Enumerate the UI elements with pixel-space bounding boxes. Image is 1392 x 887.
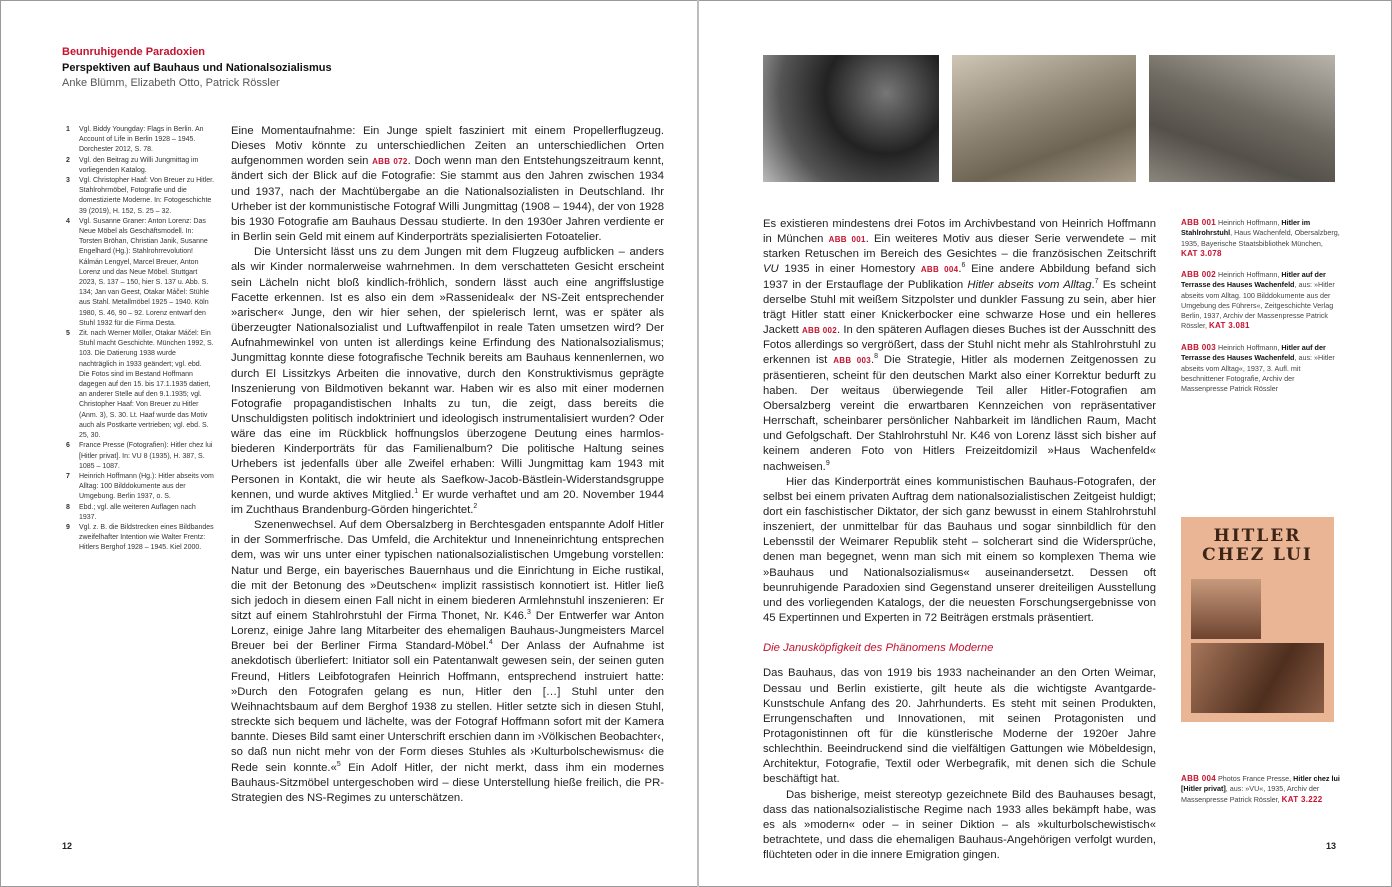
footnote-text: Vgl. Susanne Graner: Anton Lorenz: Das Neue Möbel als Geschäftsmodell. In: Torsten Bröhan, Christian Janik, Susanne Engelhard (Hg.): Stahlrohrrevolution! Kálmán Lengyel, Marcel Breuer, Anton Lorenz und das Neue Möbel. Stuttgart 2023, S. 137 – 150, hier S. 137 u. Abb. S. 134; Jan van Geest, Otakar Máčel: Stühle aus Stahl. Metallmöbel 1925 – 1940. Köln 1980, S. 46, 90 – 92. Lorenz entwarf den Stuhl 1932 für die Firma Desta. (79, 217, 209, 327)
text-run: Die Untersicht lässt uns zu dem Jungen mit dem Flugzeug aufblicken – anders als wir Kinder normalerweise wahrnehmen. In dem verschatteten Gesicht erscheint sein Lächeln nicht bloß kindlich-fröhlich, sondern lässt auch eine angriffslustige Facette erkennen. Ist es also ein dem »Rassenideal« der NS-Zeit entsprechender »arischer« Junge, den wir hier sehen, der spielerisch lernt, was er später als überzeugter Nationalsozialist und Luftwaffenpilot in reale Taten umsetzen wird? Der Aufnahmewinkel von unten ist allerdings keine Erfindung des Nationalsozialismus; Jungmittag konnte diese fotografische Technik bereits am Bauhaus kennenlernen, wo durch El Lissitzkys Arbeiten die innovative, durch den Konstruktivismus geprägte Inszenierung von Bildmotiven bekannt war. Haben wir es also mit einer modernen Fotografie propagandistischen Inhalts zu tun, die zeigt, dass bereits die Unschuldigsten politisch indoktriniert und ideologisch instrumentalisiert wurden? Oder wäre das eine im Rückblick hoffnungslos überzogene Deutung eines harmlos-biederen Kinderporträts für das Familienalbum? Die politische Haltung seines Urhebers ist jedenfalls über alle Zweifel erhaben: Willi Jungmittag kam 1943 mit Personen in Kontakt, die wir heute als Saefkow-Jacob-Bästlein-Widerstandsgruppe kennen, und wurde aktives Mitglied. (231, 246, 664, 501)
text-run: Das bisherige, meist stereotyp gezeichnete Bild des Bauhauses besagt, dass das nationalsozialistische Regime nach 1933 alles bekämpft habe, was es als »modern« oder – in seiner Diktion – als »kulturbolschewistisch« betrachtete, und dass die ehemaligen Bauhaus-Angehörigen verfolgt wurden, flüchteten oder in die innere Emigration gingen. (763, 788, 1156, 862)
text-run: , aus: »Hitler abseits vom Alltag«, 1937, 3. Aufl. mit beschnittener Fotografie, Archiv der Massenpresse Patrick Rössler (1181, 353, 1335, 394)
text-run: Photos France Presse, (1216, 774, 1294, 783)
footnote-text: Vgl. Christopher Haaf: Von Breuer zu Hitler. Stahlrohrmöbel, Fotografie und die domestizierte Moderne. In: Fotogeschichte 39 (2019), H. 152, S. 25 – 32. (79, 177, 215, 215)
magazine-title-line: CHEZ LUI (1202, 545, 1313, 565)
text-run: Es existieren mindestens drei Fotos im Archivbestand von Heinrich Hoffmann in München (763, 218, 1156, 246)
footnote (66, 176, 214, 217)
footnote (66, 217, 214, 329)
figure-reference: ABB 003 (833, 356, 871, 366)
footnote (66, 156, 214, 176)
paragraph (231, 518, 664, 806)
footnote-marker: 5 (336, 760, 341, 768)
text-run: . In den späteren Auflagen dieses Buches ist der Ausschnitt des Fotos allerdings so vergrößert, dass der Stuhl nicht mehr als Stahlrohrstuhl zu erkennen ist (763, 324, 1156, 367)
paragraph (763, 217, 1156, 475)
magazine-mountain-photo (1191, 579, 1261, 639)
right-body-text (763, 217, 1156, 863)
text-run: Eine andere Abbildung befand sich 1937 in der Erstauflage der Publikation (763, 263, 1156, 291)
magazine-title-line: HITLER (1213, 526, 1302, 546)
spread-gutter (697, 0, 699, 887)
chapter-authors: Anke Blümm, Elizabeth Otto, Patrick Rössler (62, 77, 280, 89)
footnote-text: Vgl. Biddy Youngday: Flags in Berlin. An Account of Life in Berlin 1928 – 1945. Dorchester 2012, S. 78. (79, 126, 204, 154)
text-run: . (1091, 278, 1095, 291)
text-run: . Ein weiteres Motiv aus dieser Serie verwendete – mit starken Retuschen im Bereich des Gesichtes – die französischen Zeitschrift (763, 233, 1156, 261)
photo-abb-003 (1149, 55, 1335, 182)
figure-reference: KAT 3.222 (1281, 794, 1323, 804)
text-run: Heinrich Hoffmann, (1216, 218, 1282, 227)
caption-abb-001 (1181, 218, 1341, 259)
footnote-number: 8 (66, 503, 70, 511)
text-run: Es scheint derselbe Stuhl mit weißem Sitzpolster und dunkler Fassung zu sein, aber hier trägt Hitler statt einer Knickerbocker eine schwarze Hose und ein helleres Jackett (763, 278, 1156, 337)
footnote-text: Vgl. z. B. die Bildstrecken eines Bildbandes zweifelhafter Intention wie Walter Frentz: Hitlers Berghof 1928 – 1945. Kiel 2000. (79, 523, 214, 552)
footnote-marker: 7 (1094, 277, 1099, 285)
footnote (66, 503, 214, 523)
figure-reference: ABB 002 (1181, 270, 1217, 279)
italic-title: Hitler abseits vom Alltag (967, 278, 1092, 291)
footnote (66, 523, 214, 554)
footnote (66, 472, 214, 503)
magazine-main-photo (1191, 643, 1324, 713)
text-run: . Doch wenn man den Entstehungszeitraum kennt, ändert sich der Blick auf die Fotografie: Sie stammt aus den Jahren zwischen 1934 und 1937, nach der Machtübergabe an die Nationalsozialisten in Deutschland. Ihr Urheber ist der kommunistische Fotograf Willi Jungmittag (1908 – 1944), der von 1928 bis 1930 Fotografie am Bauhaus Dessau studierte. In den 1930er Jahren verdiente er in Berlin sein Geld mit einem auf Kinderporträts spezialisierten Fotoatelier. (231, 155, 664, 244)
left-body-text (231, 124, 664, 806)
magazine-image-abb-004 (1181, 517, 1334, 722)
figure-reference: KAT 3.081 (1208, 321, 1250, 331)
text-run: , Haus Wachenfeld, Obersalzberg, 1935, Bayerische Staatsbibliothek München, (1181, 228, 1340, 248)
footnote-marker: 8 (874, 353, 879, 361)
chapter-kicker: Beunruhigende Paradoxien (62, 46, 206, 58)
figure-reference: ABB 004 (1181, 774, 1217, 783)
footnote-text: Heinrich Hoffmann (Hg.): Hitler abseits vom Alltag: 100 Bilddokumente aus der Umgebung. Berlin 1937, o. S. (79, 472, 214, 501)
figure-reference: ABB 001 (828, 235, 866, 245)
artwork-title: Hitler im Stahlrohrstuhl (1181, 218, 1311, 238)
text-run: Heinrich Hoffmann, (1216, 343, 1282, 352)
text-run: . (870, 354, 875, 367)
text-run: Szenenwechsel. Auf dem Obersalzberg in Berchtesgaden entspannte Adolf Hitler in der Sommerfrische. Das Umfeld, die Architektur und Inneneinrichtung entsprechen dem, was wir uns unter einer typischen nationalsozialistischen Umgebung vorstellen: Natur und Berge, ein bayerisches Bauernhaus und die Einrichtung in Eiche rustikal, die mit der Betonung des »Deutschen« implizit rassistisch konnotiert ist. Hitler ließ sich jedoch in diesem einen Fall nicht in einem biederen Armlehnstuhl inszenieren: Er sitzt auf einem Stahlrohrstuhl der Firma Thonet, Nr. K46. (231, 519, 664, 622)
footnote-text: Zit. nach Werner Möller, Otakar Máčel: Ein Stuhl macht Geschichte. München 1992, S. 103. Die Datierung 1938 wurde nachträglich in 1933 geändert; vgl. ebd. Die Fotos sind im Bestand Hoffmann dagegen auf den 15. bis 17.1.1935 datiert, an anderer Stelle auf den 9.1.1935; vgl. Christopher Haaf: Von Breuer zu Hitler (Anm. 3), S. 30. Lt. Haaf wurde das Motiv auch als Postkarte vertrieben; vgl. ebd. S. 25, 30. (79, 330, 214, 440)
page-number-left: 12 (62, 841, 73, 851)
footnote-number: 5 (66, 330, 70, 338)
footnote-marker: 6 (961, 262, 966, 270)
text-run: Die Strategie, Hitler als modernen Zeitgenossen zu präsentieren, scheint für den deutschen Markt also einer Korrektur bedurft zu haben. Der weitaus überwiegende Teil aller Hitler-Fotografien am Obersalzberg vereint die erwartbaren Kennzeichen von repräsentativer Herrschaft, scheinbarer persönlicher Nahbarkeit im ländlichen Raum, Macht und Gefolgschaft. Der Stahlrohrstuhl Nr. K46 von Lorenz lässt sich bisher auf keinem anderen Foto von Hitlers Freizeitdomizil »Haus Wachenfeld« nachweisen. (763, 354, 1156, 473)
footnote (66, 329, 214, 441)
artwork-title: Hitler auf der Terrasse des Hauses Wachenfeld (1181, 270, 1326, 290)
chapter-title: Perspektiven auf Bauhaus und Nationalsozialismus (62, 62, 332, 74)
text-run: , aus: »VU«, 1935, Archiv der Massenpresse Patrick Rössler, (1181, 784, 1320, 804)
figure-reference: ABB 003 (1181, 343, 1217, 352)
page-number-right: 13 (1326, 841, 1337, 851)
footnote-number: 2 (66, 156, 70, 164)
artwork-title: Hitler auf der Terrasse des Hauses Wachenfeld (1181, 343, 1326, 363)
text-run: Der Anlass der Aufnahme ist anekdotisch überliefert: Initiator soll ein Patentanwalt gewesen sein, der seinen guten Freund, Hitlers Leibfotografen Heinrich Hoffmann, entsprechend instruiert hatte: »Durch den Fotografen gelang es nun, Hitler den […] Stuhl unter den Weihnachtsbaum auf dem Berghof 1938 zu stellen. Hitler setzte sich in diesen Stuhl, streckte sich bequem und lächelte, was der Fotograf Hoffmann sofort mit der Kamera bannte. Dieses Bild samt einer Unterschrift erschien dann im ›Völkischen Beobachter‹, so daß nun nicht mehr von der Form dieses Stuhles als ›Kulturbolschewismus‹ die Rede sein konnte.« (231, 640, 664, 774)
footnote-text: Ebd.; vgl. alle weiteren Auflagen nach 1937. (79, 503, 196, 521)
footnote-number: 7 (66, 472, 70, 480)
italic-title: VU (763, 263, 779, 276)
footnote-number: 9 (66, 523, 70, 531)
paragraph (763, 475, 1156, 627)
photo-abb-001 (763, 55, 939, 182)
caption-abb-004 (1181, 774, 1341, 805)
footnote-number: 1 (66, 126, 70, 133)
footnote (66, 125, 214, 156)
footnote-number: 4 (66, 217, 70, 225)
text-run: 1935 in einer Homestory (778, 263, 921, 276)
footnote-marker: 2 (473, 503, 478, 511)
paragraph (231, 124, 664, 245)
text-run: Hier das Kinderporträt eines kommunistischen Bauhaus-Fotografen, der selbst bei einem privaten Auftrag dem nationalsozialistischen Zeitgeist huldigt; dort ein faschistischer Diktator, der sich ganz bewusst in einem Stahlrohrstuhl inszeniert, der unmittelbar für das Bauhaus und sogar sinnbildlich für den Lebensstil der Weimarer Republik steht – solcherart sind die Widersprüche, denen man begegnet, wenn man sich mit einem so komplexen Thema wie »Bauhaus und Nationalsozialismus« auseinandersetzt. Dessen oft beunruhigende Paradoxien sind Gegenstand unserer dreiteiligen Ausstellung und des vorliegenden Katalogs, der die neuesten Forschungsergebnisse von 45 Expertinnen und Experten in 72 Beiträgen erstmals präsentiert. (763, 475, 1156, 625)
text-run: Eine Momentaufnahme: Ein Junge spielt fasziniert mit einem Propellerflugzeug. Dieses Motiv könnte zu unterschiedlichen Zeiten an unterschiedlichen Orten aufgenommen worden sein (231, 125, 664, 168)
footnotes (66, 125, 214, 554)
caption-abb-002 (1181, 270, 1341, 332)
figure-reference: ABB 004 (920, 265, 959, 275)
caption-abb-003 (1181, 343, 1341, 394)
section-heading: Die Janusköpfigkeit des Phänomens Moderne (763, 642, 994, 655)
footnote-number: 6 (66, 442, 70, 450)
photo-abb-002 (952, 55, 1136, 182)
footnote-marker: 9 (825, 459, 830, 467)
text-run: Er wurde verhaftet und am 20. November 1944 im Zuchthaus Brandenburg-Görden hingerichtet. (231, 488, 664, 516)
footnote (66, 441, 214, 472)
footnote-number: 3 (66, 177, 70, 185)
footnote-marker: 4 (488, 639, 493, 647)
footnote-marker: 1 (414, 487, 419, 495)
figure-reference: ABB 072 (372, 157, 408, 167)
paragraph (231, 245, 664, 518)
paragraph (763, 666, 1156, 787)
text-run: Ein Adolf Hitler, der nicht merkt, dass ihm ein modernes Bauhaus-Sitzmöbel untergeschoben wird – diese Unterstellung hieße freilich, die PR-Strategien des NS-Regimes zu unterschätzen. (231, 761, 664, 804)
figure-reference: KAT 3.078 (1181, 248, 1222, 258)
text-run: Der Entwerfer war Anton Lorenz, einige Jahre lang Mitarbeiter des ehemaligen Bauhaus-Jungmeisters Marcel Breuer bei der Berliner Firma Standard-Möbel. (231, 610, 665, 653)
footnote-text: France Presse (Fotografien): Hitler chez lui [Hitler privat]. In: VU 8 (1935), H. 387, S. 1085 – 1087. (79, 442, 213, 470)
text-run: Das Bauhaus, das von 1919 bis 1933 nacheinander an den Orten Weimar, Dessau und Berlin existierte, gilt heute als die wichtigste Avantgarde-Kunstschule Anfang des 20. Jahrhunderts. Es steht mit seinen Produkten, Errungenschaften und Innovationen, mit seinen Protagonisten und Protagonistinnen oft für die künstlerische Moderne der 1920er Jahre schlechthin. Beeindruckend sind die vielfältigen Gattungen wie Möbeldesign, Architektur, Fotografie, Textil oder Werbegrafik, mit denen sich die Schule beschäftigt hat. (763, 667, 1156, 786)
text-run: Heinrich Hoffmann, (1216, 270, 1282, 279)
footnote-marker: 3 (527, 609, 531, 617)
footnote-text: Vgl. den Beitrag zu Willi Jungmittag im vorliegenden Katalog. (79, 156, 199, 174)
text-run: , aus: »Hitler abseits vom Alltag. 100 Bilddokumente aus der Umgebung des Führers«, Zeitgeschichte Verlag Berlin, 1937, Archiv der Massenpresse Patrick Rössler, (1181, 280, 1335, 331)
paragraph (763, 788, 1156, 864)
text-run: . (958, 263, 962, 276)
figure-reference: ABB 001 (1181, 218, 1217, 227)
artwork-title: Hitler chez lui [Hitler privat] (1181, 774, 1340, 794)
figure-reference: ABB 002 (801, 326, 838, 336)
